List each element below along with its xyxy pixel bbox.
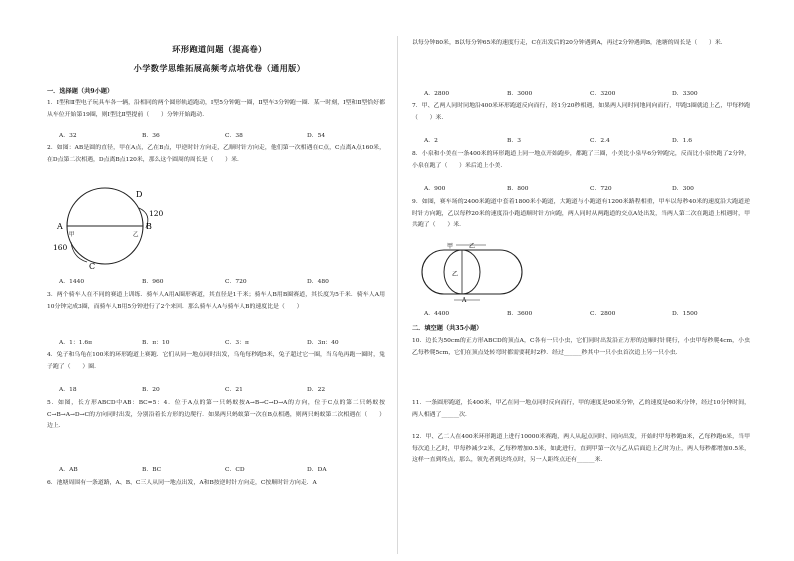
- option-a: A．1：1.6π: [59, 340, 93, 346]
- question-7: 7．甲、乙两人同时同地沿400米环形跑道反向而行，经1分20秒相遇，如果两人同时同地同向而行，甲跑3圈就追上乙，甲每秒跑（ ）米．: [412, 103, 750, 121]
- label-yi-mid: 乙: [452, 271, 459, 278]
- option-c: C．2800: [590, 311, 616, 317]
- question-1: 1．Ⅰ型和Ⅱ型电子玩具车各一辆，沿相同的两个圆形轨道跑动，Ⅰ型5分钟跑一圈，Ⅱ型车3分钟跑一圈．某一时刻，Ⅰ型和Ⅱ型恰好都从车位开始第19圈，则Ⅰ型比Ⅱ型提前（ ）分钟开始跑动．: [47, 100, 385, 118]
- column-divider: [397, 36, 398, 554]
- option-b: B．π：10: [142, 340, 170, 346]
- label-b: B: [146, 222, 152, 231]
- question-3-options: [47, 337, 385, 347]
- option-b: B．960: [142, 279, 164, 285]
- label-yi: 乙: [133, 232, 139, 238]
- option-d: D．1500: [672, 311, 698, 317]
- question-6-options: [412, 88, 750, 98]
- section-fill-in: 二．填空题（共35小题）: [412, 325, 483, 332]
- option-d: D．3π：40: [307, 340, 339, 346]
- option-b: B．36: [142, 133, 160, 139]
- option-b: B．800: [507, 186, 529, 192]
- option-c: C．3：π: [225, 340, 249, 346]
- label-d: D: [136, 190, 143, 199]
- option-a: A．2800: [424, 91, 450, 97]
- option-a: A．1440: [59, 279, 85, 285]
- option-d: D．3300: [672, 91, 698, 97]
- option-d: D．22: [307, 387, 326, 393]
- question-3: 3．两个骑车人在不同的赛道上训练．骑车人A用A圈形赛道，其直径是1千米；骑车人B用B圈赛道，其长度为5千米．骑车人A用10分钟完成3圈，而骑车人B用5分钟进行了2个来回．那么骑车人A与骑车人B的速度比是（ ）: [47, 292, 385, 310]
- option-c: C．38: [225, 133, 243, 139]
- option-c: C．CD: [225, 467, 245, 473]
- question-9-options: [412, 308, 750, 318]
- option-b: B．3000: [507, 91, 533, 97]
- option-b: B．BC: [142, 467, 162, 473]
- option-a: A．2: [424, 138, 438, 144]
- question-2: 2．如图：AB是圆的直径，甲在A点，乙在B点，甲逆时针方向走，乙顺时针方向走，他们第一次相遇在C点，C点离A点160米，在D点第二次相遇，D点离B点120米，那么这个圆周的周长是（ ）米．: [47, 145, 385, 163]
- option-d: D．DA: [307, 467, 327, 473]
- question-7-options: [412, 135, 750, 145]
- option-a: A．4400: [424, 311, 450, 317]
- option-d: D．300: [672, 186, 694, 192]
- question-9: 9．如图，赛车场的2400米跑道中套着1800米小跑道，大跑道与小跑道有1200米路程相重，甲车以每秒40米的速度沿大跑道逆时针方向跑，乙以每秒20米的速度沿小跑道顺时针方向跑，两人同时从两跑道的交点A处出发，当两人第二次在跑道上相遇时，甲共跑了（ ）米．: [412, 199, 750, 229]
- label-160: 160: [53, 243, 68, 252]
- option-c: C．2.4: [590, 138, 610, 144]
- option-d: D．54: [307, 133, 326, 139]
- question-1-options: [47, 130, 385, 140]
- question-4-options: [47, 384, 385, 394]
- option-b: B．3600: [507, 311, 533, 317]
- page-subtitle: 小学数学思维拓展高频考点培优卷（通用版）: [133, 63, 306, 73]
- label-c: C: [89, 262, 96, 270]
- arc-160: [71, 242, 87, 262]
- option-d: D．480: [307, 279, 329, 285]
- label-yi-top: 乙: [469, 243, 476, 250]
- question-6: 6．池塘周围有一条道路，A、B、C三人从同一地点出发，A和B按逆时针方向走，C按顺时针方向走．A: [47, 480, 317, 486]
- question-8-options: [412, 183, 750, 193]
- option-a: A．900: [424, 186, 446, 192]
- question-10: 10．边长为50cm的正方形ABCD的顶点A，C各有一只小虫，它们同时出发沿正方形的边顺时针爬行，小虫甲每秒爬4cm，小虫乙每秒爬5cm，它们在顶点处转弯时都需要耗时2秒．经过______秒其中一只小虫首次追上另一只小虫．: [412, 338, 750, 356]
- left-column: [47, 0, 392, 561]
- question-12: 12．甲、乙二人在400米环形跑道上进行10000米赛跑，两人从起点同时、同向出发，开始时甲每秒跑8米，乙每秒跑6米，当甲每次追上乙时，甲每秒减少2米，乙每秒增加0.5米，如此进行，直到甲第一次与乙从后面追上乙时为止，两人每秒都增加0.5米，这样一直到终点，那么，领先者到达终点时，另一人距终点还有______米．: [412, 434, 750, 464]
- option-c: C．21: [225, 387, 243, 393]
- option-c: C．720: [225, 279, 247, 285]
- label-jia: 甲: [447, 243, 454, 250]
- label-jia: 甲: [69, 232, 75, 238]
- option-a: A．18: [59, 387, 77, 393]
- question-8: 8．小泉和小美在一条400米的环形跑道上同一地点开始跑步，都跑了三圈，小美比小泉早6分钟跑完，反而比小泉快跑了2分钟，小泉在跑了（ ）米后追上小美．: [412, 151, 750, 169]
- question-5: 5．如图，长方形ABCD中AB：BC=5：4．位于A点的第一只蚂蚁按A→B→C→D→A的方向，位于C点的第二只蚂蚁按C→B→A→D→C的方向同时出发，分别沿着长方形的边爬行．如果两只蚂蚁第一次在B点相遇，则两只蚂蚁第二次相遇在（ ）边上．: [47, 400, 385, 430]
- option-a: A．32: [59, 133, 77, 139]
- question-4: 4．兔子和乌龟在100米的环形跑道上赛跑．它们从同一地点同时出发，乌龟每秒跑5米，兔子超过它一圈，当乌龟再跑一圈时，兔子跑了（ ）圈．: [47, 352, 385, 370]
- label-120: 120: [149, 209, 164, 218]
- option-b: B．20: [142, 387, 160, 393]
- option-d: D．1.6: [672, 138, 692, 144]
- question-11: 11．一条圆形跑道，长400米，甲乙在同一地点同时反向而行，甲的速度是90米分钟，乙的速度是60米/分钟，经过10分钟时间，两人相遇了______次．: [412, 400, 750, 418]
- circle-track-figure: [51, 184, 167, 270]
- label-a: A: [57, 222, 63, 231]
- question-6-continued: 以每分钟80米，B以每分钟65米的速度行走，C在出发后的20分钟遇到A，再过2分钟遇到B，池塘的周长是（ ）米．: [412, 40, 727, 46]
- double-track-figure: [418, 240, 530, 302]
- big-track: [422, 250, 522, 294]
- question-2-options: [47, 276, 385, 286]
- question-5-options: [47, 464, 385, 474]
- option-a: A．AB: [59, 467, 78, 473]
- option-c: C．720: [590, 186, 612, 192]
- label-a: A: [462, 297, 467, 302]
- option-c: C．3200: [590, 91, 616, 97]
- right-column: [412, 0, 757, 561]
- option-b: B．3: [507, 138, 521, 144]
- section-multiple-choice: 一．选择题（共9小题）: [47, 88, 114, 95]
- page-title: 环形跑道问题（提高卷）: [172, 44, 267, 54]
